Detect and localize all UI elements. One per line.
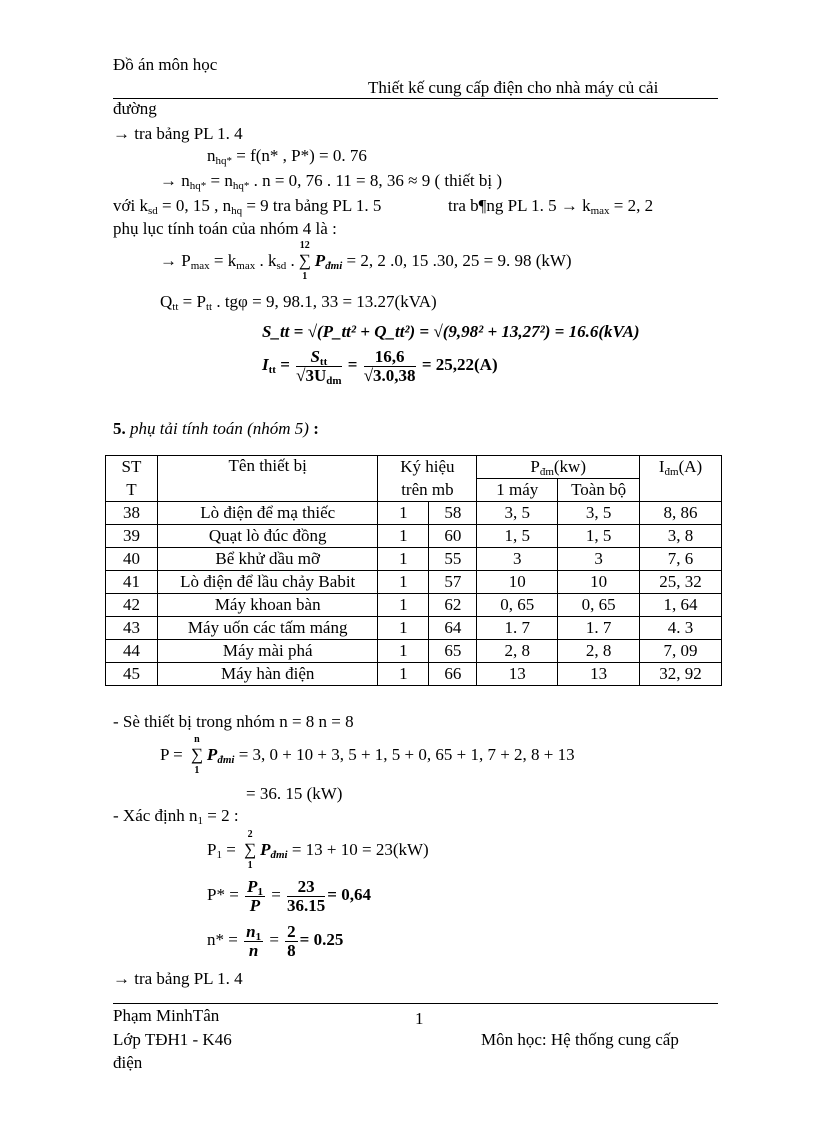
table-cell-stt: 38: [106, 502, 158, 525]
table-row: [106, 502, 722, 525]
sum-symbol: n ∑ 1: [190, 734, 203, 776]
footer-author: Phạm MinhTân: [113, 1006, 220, 1025]
table-cell-mb: 55: [429, 548, 477, 571]
table-cell-name: Lò điện để lầu chảy Babit: [157, 571, 378, 594]
table-cell-pall: 2, 8: [558, 640, 640, 663]
header-p-one: 1 máy: [477, 479, 558, 502]
table-cell-qty: 1: [378, 617, 429, 640]
table-cell-name: Máy hàn điện: [157, 663, 378, 686]
calc4-line2: $n_{hq*} = f(n*$ , P*) = 0. 76: [207, 146, 367, 167]
footer-subject: Môn học: Hệ thống cung cấp: [481, 1030, 679, 1049]
table-cell-name: Bể khử dầu mỡ: [157, 548, 378, 571]
calc4-line4-right: tra b¶ng PL 1. $5 \to k_{max} = 2$, 2: [448, 196, 654, 217]
calc5-p1: $P_1$ = 2 ∑ 1 $P_{đmi} = 13 + 10 = 23(kW)$: [207, 829, 429, 871]
table-cell-pall: 1, 5: [558, 525, 640, 548]
table-cell-mb: 62: [429, 594, 477, 617]
table-row: [106, 571, 722, 594]
table-cell-stt: 39: [106, 525, 158, 548]
table-cell-p1: 3: [477, 548, 558, 571]
section5-title: 5. phụ tải tính toán (nhóm 5) :: [113, 419, 319, 438]
calc4-itt: $I_{tt}$ = $\frac{S_{tt}}{√3U_{dm}}$ = $\frac{16,6}{√3.0,38}$ = 25,22(A): [262, 346, 498, 387]
table-header-row: [106, 456, 722, 479]
table-cell-p1: 1. 7: [477, 617, 558, 640]
calc5-line1: - Sè thiết bị trong nhóm n = 8 n = 8: [113, 712, 354, 731]
header-left: Đồ án môn học: [113, 55, 218, 74]
table-cell-mb: 58: [429, 502, 477, 525]
table-row: [106, 663, 722, 686]
table-cell-qty: 1: [378, 571, 429, 594]
table-cell-name: Lò điện để mạ thiếc: [157, 502, 378, 525]
table-cell-qty: 1: [378, 525, 429, 548]
table-cell-stt: 43: [106, 617, 158, 640]
calc4-line1: → tra bảng PL 1. 4: [113, 124, 243, 143]
calc4-line5: phụ lục tính toán của nhóm 4 là :: [113, 219, 337, 238]
table-cell-mb: 64: [429, 617, 477, 640]
table-cell-pall: 13: [558, 663, 640, 686]
table-cell-p1: 10: [477, 571, 558, 594]
table-cell-i: 7, 6: [640, 548, 722, 571]
table-cell-qty: 1: [378, 640, 429, 663]
header-name: Tên thiết bị: [157, 456, 378, 479]
header-right: Thiết kế cung cấp điện cho nhà máy củ cải: [368, 78, 659, 97]
table-row: [106, 548, 722, 571]
calc4-stt: S_tt = √(P_tt² + Q_tt²) = √(9,98² + 13,27²) = 16.6(kVA): [262, 322, 640, 341]
table-cell-pall: 3, 5: [558, 502, 640, 525]
table-cell-p1: 1, 5: [477, 525, 558, 548]
calc5-n1: - Xác định $n_1 = 2$ :: [113, 806, 239, 827]
table-cell-p1: 3, 5: [477, 502, 558, 525]
table-cell-i: 1, 64: [640, 594, 722, 617]
table-cell-i: 3, 8: [640, 525, 722, 548]
table-row: [106, 594, 722, 617]
table-cell-i: 8, 86: [640, 502, 722, 525]
table-row: [106, 640, 722, 663]
table-cell-stt: 41: [106, 571, 158, 594]
table-cell-mb: 60: [429, 525, 477, 548]
header-rule: [113, 98, 718, 99]
header-symbol-cont: trên mb: [378, 479, 477, 502]
table-row: [106, 617, 722, 640]
table-cell-i: 4. 3: [640, 617, 722, 640]
table-cell-stt: 44: [106, 640, 158, 663]
calc4-line4: với $k_{sd} = 0$, 15 , $n_{hq} = 9$ tra bảng PL 1. 5: [113, 196, 382, 217]
table-cell-mb: 66: [429, 663, 477, 686]
sum-symbol: 2 ∑ 1: [244, 829, 257, 871]
footer-page-number: 1: [415, 1009, 424, 1028]
table-cell-i: 7, 09: [640, 640, 722, 663]
calc5-sum: P = n ∑ 1 $P_{đmi} = 3$, 0 + 10 + 3, 5 + 1, 5 + 0, 65 + 1, 7 + 2, 8 + 13: [160, 734, 575, 776]
header-stt: ST: [106, 456, 158, 479]
header-name-cont: [157, 479, 378, 502]
header-power: $P_{đm}(kw)$: [477, 456, 640, 479]
calc5-nstar: n* = $\frac{n_1}{n}$ = $\frac{2}{8}$ = 0.25: [207, 921, 344, 960]
header-current-cont: [640, 479, 722, 502]
table-cell-pall: 1. 7: [558, 617, 640, 640]
table-subheader-row: [106, 479, 722, 502]
table-cell-qty: 1: [378, 502, 429, 525]
footer-continuation: điện: [113, 1053, 143, 1072]
header-p-all: Toàn bộ: [558, 479, 640, 502]
table-cell-mb: 65: [429, 640, 477, 663]
table-cell-name: Máy khoan bàn: [157, 594, 378, 617]
table-cell-qty: 1: [378, 594, 429, 617]
table-cell-p1: 13: [477, 663, 558, 686]
calc4-pmax: → $P_{max} = k_{max}$ . $k_{sd}$ . 12 ∑ 1 $P_{đmi} = 2$, 2 .0, 15 .30, 25 = 9. 98 (kW): [160, 240, 572, 282]
calc4-line3: → $n_{hq*} = n_{hq*}$ . n = 0, 76 . 11 = 8, 36 ≈ 9 ( thiết bị ): [160, 171, 502, 192]
footer-rule: [113, 1003, 718, 1004]
footer-class: Lớp TĐH1 - K46: [113, 1030, 232, 1049]
table-cell-pall: 0, 65: [558, 594, 640, 617]
table-cell-qty: 1: [378, 548, 429, 571]
table-cell-name: Quạt lò đúc đồng: [157, 525, 378, 548]
table-cell-pall: 10: [558, 571, 640, 594]
table-cell-pall: 3: [558, 548, 640, 571]
calc5-sum-result: = 36. 15 (kW): [246, 784, 343, 803]
table-cell-qty: 1: [378, 663, 429, 686]
table-cell-name: Máy mài phá: [157, 640, 378, 663]
table-cell-stt: 40: [106, 548, 158, 571]
calc4-qtt: $Q_{tt} = P_{tt}$ . tgφ = 9, 98.1, 33 = 13.27(kVA): [160, 292, 437, 313]
calc5-line8: → tra bảng PL 1. 4: [113, 969, 243, 988]
table-cell-p1: 2, 8: [477, 640, 558, 663]
calc5-pstar: P* = $\frac{P_1}{P}$ = $\frac{23}{36.15}$ = 0,64: [207, 876, 371, 915]
sum-symbol: 12 ∑ 1: [298, 240, 311, 282]
equipment-table: [105, 455, 722, 686]
table-cell-i: 32, 92: [640, 663, 722, 686]
table-cell-name: Máy uốn các tấm máng: [157, 617, 378, 640]
table-row: [106, 525, 722, 548]
table-cell-stt: 45: [106, 663, 158, 686]
table-cell-stt: 42: [106, 594, 158, 617]
table-cell-mb: 57: [429, 571, 477, 594]
table-cell-i: 25, 32: [640, 571, 722, 594]
header-current: $I_{đm}(A)$: [640, 456, 722, 479]
header-stt-cont: T: [106, 479, 158, 502]
table-cell-p1: 0, 65: [477, 594, 558, 617]
header-symbol: Ký hiệu: [378, 456, 477, 479]
header-continuation: đường: [113, 99, 157, 118]
